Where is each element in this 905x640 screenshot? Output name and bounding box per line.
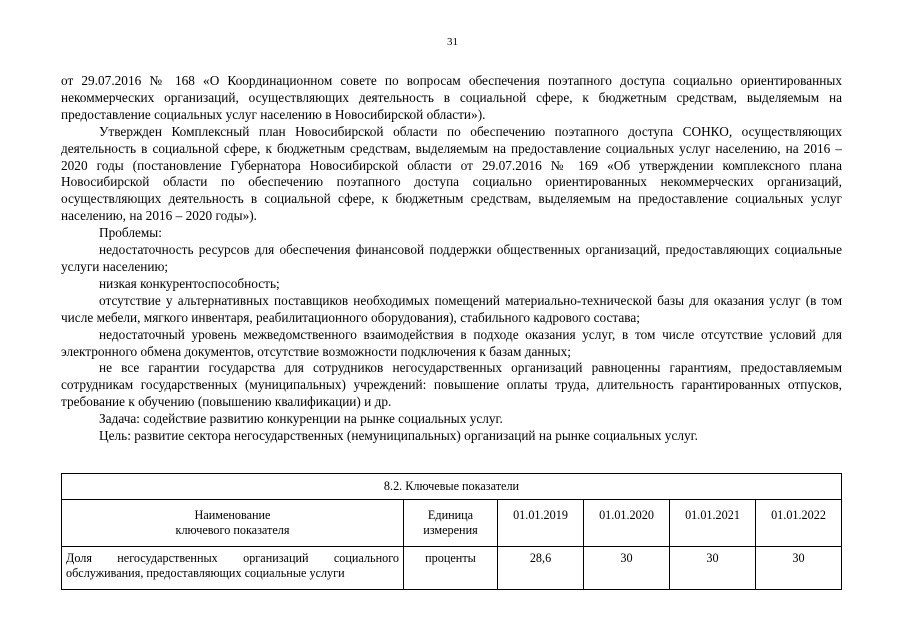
paragraph: Утвержден Комплексный план Новосибирской области по обеспечению поэтапного доступа СОНКО, осуществляющих деятельность в социальной сфере, к бюджетным средствам, выделяемым на предоставление социальных услуг населению, на 2016 – 2020 годы (постановление Губернатора Новосибирской области от 29.07.2016 № 169 «Об утверждении комплексного плана Новосибирской области по обеспечению поэтапного доступа социально ориентированных некоммерческих организаций, осуществляющих деятельность в социальной сфере, к бюджетным средствам, выделяемым на предоставление социальных услуг населению, на 2016 – 2020 годы»). [61, 123, 842, 224]
column-header-date: 01.01.2021 [670, 500, 756, 547]
column-header-date: 01.01.2019 [498, 500, 584, 547]
column-header-date: 01.01.2022 [756, 500, 842, 547]
unit-cell: проценты [404, 547, 498, 590]
paragraph: не все гарантии государства для сотрудников негосударственных организаций равноценны гарантиям, предоставляемым сотрудникам государственных (муниципальных) учреждений: повышение оплаты труда, длительность гарантированных отпусков, требование к обучению (повышению квалификации) и др. [61, 360, 842, 410]
header-text: Единица [427, 508, 474, 522]
value-cell: 30 [756, 547, 842, 590]
paragraph: от 29.07.2016 № 168 «О Координационном совете по вопросам обеспечения поэтапного доступа социально ориентированных некоммерческих организаций, осуществляющих деятельность в социальной сфере, к бюджетным средствам, выделяемым на предоставление социальных услуг населению в Новосибирской области»). [61, 73, 842, 122]
key-indicators-table-container [61, 473, 842, 590]
table-row [62, 547, 842, 590]
column-header-date: 01.01.2020 [584, 500, 670, 547]
value-cell: 30 [584, 547, 670, 590]
column-header-unit [404, 500, 498, 547]
header-text: измерения [423, 523, 478, 537]
cell-text: Доля негосударственных организаций социального [66, 551, 399, 565]
key-indicators-table [61, 473, 842, 590]
paragraph: недостаточность ресурсов для обеспечения финансовой поддержки общественных организаций, предоставляющих социальные услуги населению; [61, 242, 842, 274]
table-caption-row [62, 474, 842, 500]
value-cell: 30 [670, 547, 756, 590]
table-caption: 8.2. Ключевые показатели [62, 474, 842, 500]
value-cell: 28,6 [498, 547, 584, 590]
column-header-indicator-name [62, 500, 404, 547]
indicator-name-cell [62, 547, 404, 590]
paragraph: низкая конкурентоспособность; [99, 275, 280, 291]
header-text: Наименование [194, 508, 271, 522]
cell-text: обслуживания, предоставляющих социальные услуги [66, 566, 345, 580]
paragraph: отсутствие у альтернативных поставщиков необходимых помещений материально-технической базы для оказания услуг (в том числе мебели, мягкого инвентаря, реабилитационного оборудования), стабильного кадрового состава; [61, 292, 842, 325]
header-text: ключевого показателя [175, 523, 290, 537]
document-body [61, 73, 842, 445]
paragraph: Проблемы: [99, 225, 162, 241]
table-header-row [62, 500, 842, 547]
page-number: 31 [447, 36, 458, 48]
paragraph: недостаточный уровень межведомственного взаимодействия в подходе оказания услуг, в том числе отсутствие условий для электронного обмена документов, отсутствие возможности подключения к базам данных; [61, 326, 842, 359]
paragraph: Цель: развитие сектора негосударственных (немуниципальных) организаций на рынке социальных услуг. [99, 428, 698, 444]
paragraph: Задача: содействие развитию конкуренции на рынке социальных услуг. [99, 411, 503, 427]
